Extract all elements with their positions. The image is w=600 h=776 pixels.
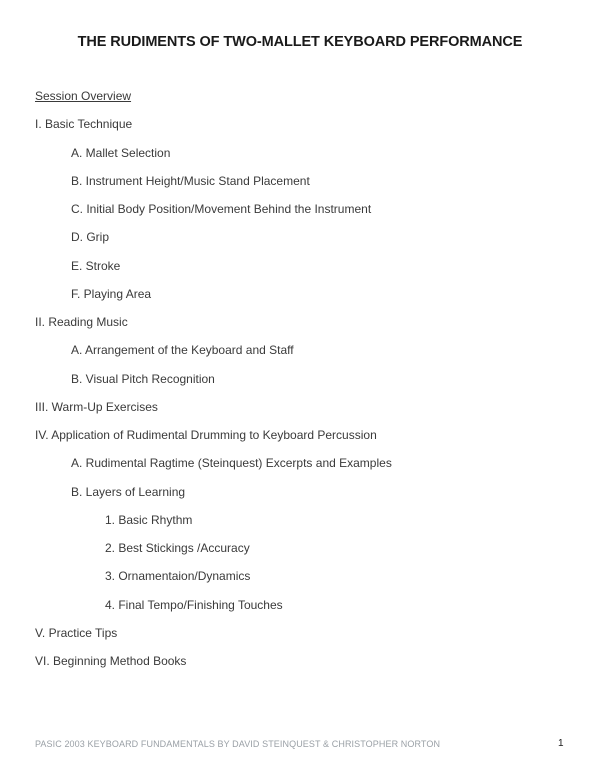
outline-item: 1. Basic Rhythm [105, 512, 193, 527]
outline-item: F. Playing Area [71, 286, 152, 301]
outline-item: B. Instrument Height/Music Stand Placement [71, 173, 310, 188]
outline-item: III. Warm-Up Exercises [35, 399, 158, 414]
outline-item: VI. Beginning Method Books [35, 654, 187, 668]
session-overview-label: Session Overview [35, 89, 132, 103]
outline-item: E. Stroke [71, 258, 121, 273]
outline-item: D. Grip [71, 230, 110, 245]
session-overview-heading [35, 88, 392, 116]
outline-item: 4. Final Tempo/Finishing Touches [105, 597, 283, 612]
session-outline [35, 88, 392, 681]
outline-item: B. Layers of Learning [71, 484, 186, 499]
outline-item: A. Rudimental Ragtime (Steinquest) Excerpts and Examples [71, 456, 392, 471]
outline-item: B. Visual Pitch Recognition [71, 371, 215, 386]
outline-item: A. Arrangement of the Keyboard and Staff [71, 343, 294, 358]
page-number: 1 [558, 738, 564, 749]
document-title: THE RUDIMENTS OF TWO-MALLET KEYBOARD PERFORMANCE [77, 34, 523, 50]
outline-item: IV. Application of Rudimental Drumming to Keyboard Percussion [35, 428, 377, 442]
page-footer: PASIC 2003 KEYBOARD FUNDAMENTALS BY DAVID STEINQUEST & CHRISTOPHER NORTON [35, 739, 441, 749]
outline-item: 2. Best Stickings /Accuracy [105, 541, 250, 555]
outline-item: 3. Ornamentaion/Dynamics [105, 569, 251, 584]
outline-item: I. Basic Technique [35, 117, 133, 132]
outline-item: C. Initial Body Position/Movement Behind the Instrument [71, 202, 372, 216]
outline-item: A. Mallet Selection [71, 145, 171, 160]
outline-item: II. Reading Music [35, 315, 128, 329]
outline-item: V. Practice Tips [35, 625, 118, 640]
